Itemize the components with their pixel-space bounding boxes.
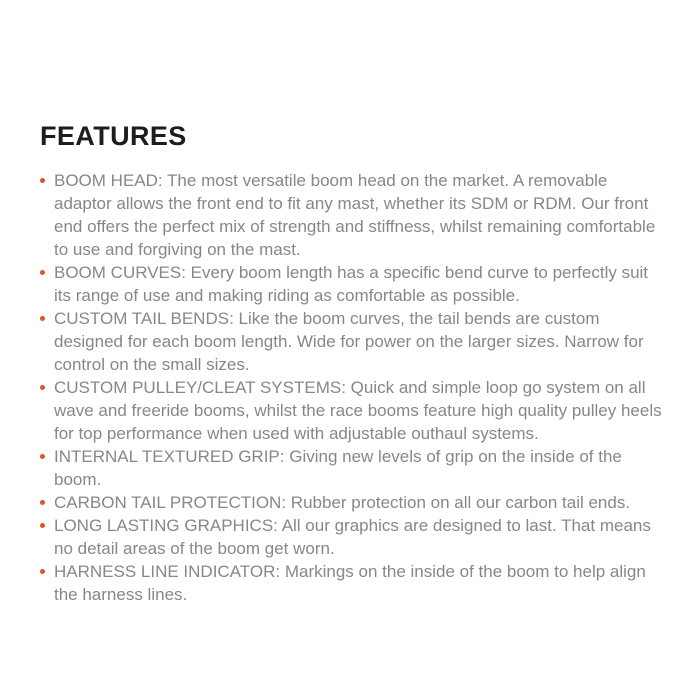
feature-text	[54, 307, 662, 376]
feature-item-boom-curves	[40, 261, 662, 307]
feature-desc: The most versatile boom head on the market. A removable adaptor allows the front end to fit any mast, whether its SDM or RDM. Our front end offers the perfect mix of strength and stiffness, whilst remaining comfortable to use and forgiving on the mast.	[54, 171, 656, 259]
bullet-icon	[40, 316, 45, 321]
feature-label: CUSTOM TAIL BENDS:	[54, 309, 234, 328]
feature-item-boom-head	[40, 169, 662, 261]
feature-text	[54, 514, 662, 560]
feature-item-carbon-tail-protection	[40, 491, 662, 514]
feature-desc: Rubber protection on all our carbon tail ends.	[290, 493, 631, 512]
feature-label: LONG LASTING GRAPHICS:	[54, 516, 278, 535]
feature-label: BOOM CURVES:	[54, 263, 186, 282]
feature-item-custom-pulley-cleat-systems	[40, 376, 662, 445]
feature-desc: Giving new levels of grip on the inside of the boom.	[54, 447, 622, 489]
feature-text	[54, 491, 662, 514]
feature-desc: Every boom length has a specific bend curve to perfectly suit its range of use and making riding as comfortable as possible.	[54, 263, 649, 305]
bullet-icon	[40, 569, 45, 574]
feature-item-custom-tail-bends	[40, 307, 662, 376]
feature-item-internal-textured-grip	[40, 445, 662, 491]
feature-desc: Quick and simple loop go system on all wave and freeride booms, whilst the race booms feature high quality pulley heels for top performance when used with adjustable outhaul systems.	[54, 378, 662, 443]
feature-desc: Like the boom curves, the tail bends are custom designed for each boom length. Wide for power on the larger sizes. Narrow for control on the small sizes.	[54, 309, 644, 374]
feature-text	[54, 560, 662, 606]
feature-label: CUSTOM PULLEY/CLEAT SYSTEMS:	[54, 378, 346, 397]
feature-item-long-lasting-graphics	[40, 514, 662, 560]
feature-label: BOOM HEAD:	[54, 171, 163, 190]
feature-text	[54, 169, 662, 261]
feature-text	[54, 445, 662, 491]
bullet-icon	[40, 523, 45, 528]
feature-text	[54, 261, 662, 307]
feature-desc: All our graphics are designed to last. That means no detail areas of the boom get worn.	[54, 516, 651, 558]
bullet-icon	[40, 178, 45, 183]
bullet-icon	[40, 270, 45, 275]
feature-item-harness-line-indicator	[40, 560, 662, 606]
bullet-icon	[40, 500, 45, 505]
feature-label: CARBON TAIL PROTECTION:	[54, 493, 287, 512]
feature-text	[54, 376, 662, 445]
feature-label: HARNESS LINE INDICATOR:	[54, 562, 281, 581]
feature-desc: Markings on the inside of the boom to help align the harness lines.	[54, 562, 646, 604]
bullet-icon	[40, 454, 45, 459]
features-heading: FEATURES	[40, 121, 187, 151]
feature-list	[40, 169, 662, 606]
bullet-icon	[40, 385, 45, 390]
feature-label: INTERNAL TEXTURED GRIP:	[54, 447, 285, 466]
